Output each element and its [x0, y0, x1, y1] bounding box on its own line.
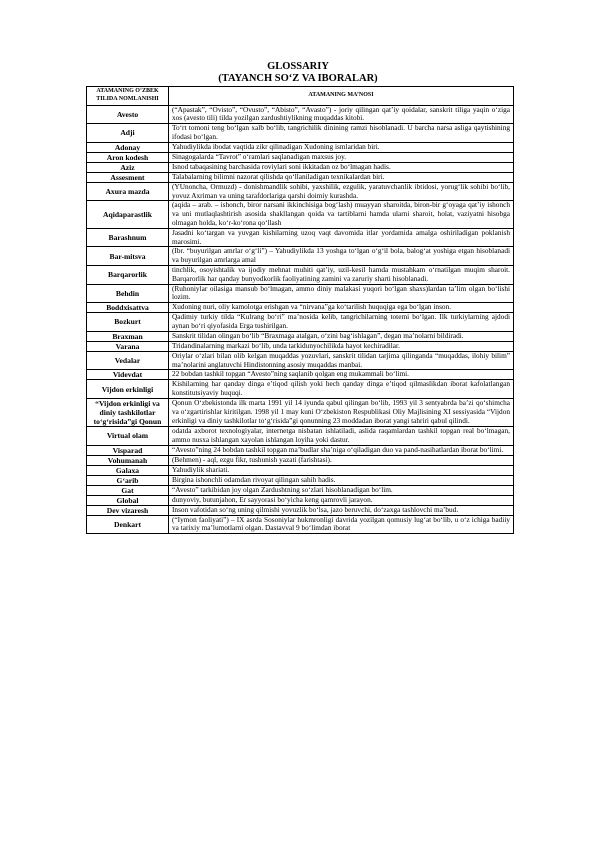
table-row [87, 341, 514, 351]
term-cell: Vohumanah [87, 455, 169, 465]
term-cell: Assesment [87, 172, 169, 182]
term-cell: Bozkurt [87, 313, 169, 332]
term-cell: Axura mazda [87, 182, 169, 201]
header-term: ATAMANING O‘ZBEK TILIDA NOMLANISHI [87, 87, 169, 106]
definition-cell: Birgina ishonchli odamdan rivoyat qilingan sahih hadis. [169, 475, 514, 485]
header-definition: ATAMANING MA’NOSI [169, 87, 514, 106]
definition-cell: (YUnoncha, Ormuzd) - donishmandlik sohibi, yaxshilik, ezgulik, yaratuvchanlik ibtidosi, yorug‘lik sohibi bo‘lib, yovuz Axriman va uning tarafdorlariga qarshi doimiy kurashda. [169, 182, 514, 201]
term-cell: Avesto [87, 105, 169, 124]
term-cell: Visparad [87, 445, 169, 455]
definition-cell: (“Iymon faoliyati”) – IX asrda Sosoniylar hukmronligi davrida yozilgan qomusiy lug‘at bo‘lib, u o‘z ichiga badiiy va tarixiy ma’lumotlarni olgan. Dastavval 9 bo‘limdan iborat [169, 515, 514, 534]
table-row [87, 105, 514, 124]
table-row [87, 152, 514, 162]
term-cell: “Vijdon erkinligi va diniy tashkilotlar to‘g‘risida”gi Qonun [87, 398, 169, 426]
definition-cell: Qadimiy turkiy tilda “Kulrang bo‘ri” ma’nosida kelib, tangrichilarning totemi bo‘lgan. Ilk turkiylarning ajdodi aynan bo‘ri qiyofasida Erga tushirilgan. [169, 313, 514, 332]
definition-cell: tinchlik, osoyishtalik va ijodiy mehnat muhiti qat’iy, uzil-kesil hamda mustahkam o‘rnatilgan muqim sharoit. Barqarorlik har qanday bunyodkorlik faoliyatining zamini va zaruriy sharti hisoblanadi. [169, 265, 514, 284]
table-row [87, 284, 514, 303]
table-row [87, 398, 514, 426]
table-row [87, 485, 514, 495]
term-cell: Adonay [87, 142, 169, 152]
term-cell: Aqidaparastlik [87, 201, 169, 228]
table-row [87, 201, 514, 228]
table-row [87, 505, 514, 515]
definition-cell: (aqida – arab. – ishonch, biror narsani ikkinchisiga bog‘lash) muayyan sharoitda, biron-bir g‘oyaga qat’iy ishonch va uni mutlaqlashtirish asosida shakllangan qoida va tartiblarni hamda ularni sharoit, holat, vaziyatni hisobga olmagan holda, ko‘r-ko‘rona qo‘llash [169, 201, 514, 228]
table-row [87, 303, 514, 313]
definition-cell: Kishilarning har qanday dinga e’tiqod qilish yoki hech qanday dinga e’tiqod qilmaslikdan iborat kafolatlangan konstitutsiyaviy huquqi. [169, 380, 514, 399]
table-row [87, 370, 514, 380]
table-row [87, 247, 514, 266]
term-cell: Denkart [87, 515, 169, 534]
definition-cell: Yahudiylikda ibodat vaqtida zikr qilinadigan Xudoning ismlaridan biri. [169, 142, 514, 152]
table-row [87, 182, 514, 201]
table-row [87, 445, 514, 455]
table-row [87, 313, 514, 332]
table-row [87, 124, 514, 143]
glossary-title: GLOSSARIY [267, 61, 329, 72]
glossary-subtitle: (TAYANCH SO‘Z VA IBORALAR) [218, 73, 378, 84]
definition-cell: (Behmen) - aql, ezgu fikr, tushunish yazati (farishtasi). [169, 455, 514, 465]
term-cell: Virtual olam [87, 426, 169, 445]
term-cell: Behdin [87, 284, 169, 303]
table-row [87, 380, 514, 399]
table-row [87, 331, 514, 341]
table-row [87, 495, 514, 505]
glossary-rows [87, 105, 514, 534]
table-row [87, 515, 514, 534]
table-row [87, 162, 514, 172]
definition-cell: Oriylar o‘zlari bilan olib kelgan muqaddas yozuvlari, sanskrit tilidan tarjima qilinganda “muqaddas, ilohiy bilim” ma’nolarini anglatuvchi Hindistonning asosiy muqaddas manbai. [169, 351, 514, 370]
term-cell: Vedalar [87, 351, 169, 370]
definition-cell: Sinagogalarda “Tavrot” o‘ramlari saqlanadigan maxsus joy. [169, 152, 514, 162]
definition-cell: Talabalarning bilimni nazorat qilishda qo‘llaniladigan texnikalardan biri. [169, 172, 514, 182]
term-cell: Adji [87, 124, 169, 143]
term-cell: Barqarorlik [87, 265, 169, 284]
term-cell: Gat [87, 485, 169, 495]
definition-cell: Sanskrit tilidan olingan bo‘lib “Braxmaga atalgan, o‘zini bag‘ishlagan”, degan ma’nolarni bildiradi. [169, 331, 514, 341]
term-cell: Braxman [87, 331, 169, 341]
definition-cell: 22 bobdan tashkil topgan “Avesto”ning saqlanib qolgan eng mukammali bo‘limi. [169, 370, 514, 380]
term-cell: Vijdon erkinligi [87, 380, 169, 399]
table-row [87, 351, 514, 370]
term-cell: Dev vizaresh [87, 505, 169, 515]
term-cell: Videvdat [87, 370, 169, 380]
definition-cell: (Ruhoniylar oilasiga mansub bo‘lmagan, ammo diniy malakasi yuqori bo‘lgan shaxs)lardan ta’lim olgan bo‘lishi lozim. [169, 284, 514, 303]
table-row [87, 426, 514, 445]
table-row [87, 475, 514, 485]
term-cell: Barashnum [87, 228, 169, 247]
table-row [87, 228, 514, 247]
term-cell: Boddxisattva [87, 303, 169, 313]
table-row [87, 465, 514, 475]
definition-cell: odatda axborot texnologiyalar, internetga nisbatan ishlatiladi, aslida raqamlardan tashkil topgan real bo‘lmagan, ammo nusxa ishlangan xayolan ishlangan loyiha yoki dastur. [169, 426, 514, 445]
table-row [87, 142, 514, 152]
term-cell: G‘arib [87, 475, 169, 485]
term-cell: Global [87, 495, 169, 505]
definition-cell: To‘rt tomoni teng bo‘lgan xalb bo‘lib, tangrichilik dinining ramzi hisoblanadi. U barcha narsa asliga qaytishining ifodasi bo‘lgan. [169, 124, 514, 143]
term-cell: Aron kodesh [87, 152, 169, 162]
definition-cell: Isnod tabaqasining barchasida roviylari soni ikkitadan oz bo‘lmagan hadis. [169, 162, 514, 172]
definition-cell: Yahudiylik shariati. [169, 465, 514, 475]
definition-cell: Inson vafotidan so‘ng uning qilmishi yovuzlik bo‘lsa, jazo beruvchi, do‘zaxga tashlovchi ma’bud. [169, 505, 514, 515]
term-cell: Bar-mitsva [87, 247, 169, 266]
term-cell: Galaxa [87, 465, 169, 475]
definition-cell: Tridandinalarning markazi bo‘lib, unda tarkidunyochilikda hayot kechiradilar. [169, 341, 514, 351]
term-cell: Aziz [87, 162, 169, 172]
definition-cell: Xudoning nuri, oliy kamolotga erishgan va “nirvana”ga ko‘tarilish huquqiga ega bo‘lgan inson. [169, 303, 514, 313]
glossary-table [86, 86, 514, 534]
table-row [87, 455, 514, 465]
definition-cell: dunyoviy, butunjahon, Er sayyorasi bo‘yicha keng qamrovli jarayon. [169, 495, 514, 505]
term-cell: Varana [87, 341, 169, 351]
definition-cell: “Avesto”ning 24 bobdan tashkil topgan ma’budlar sha’niga o‘qiladigan duo va pand-nasihatlardan iborat bo‘limi. [169, 445, 514, 455]
definition-cell: Qonun O‘zbekistonda ilk marta 1991 yil 14 iyunda qabul qilingan bo‘lib, 1993 yil 3 sentyabrda ba’zi qo‘shimcha va o‘zgartirishlar kiritilgan. 1998 yil 1 may kuni O‘zbekiston Respublikasi Oliy Majlisining XI sessiyasida “Vijdon erkinligi va diniy tashkilotlar to‘g‘risida”gi qonunning 23 moddadan iborat yangi tahriri qabul qilindi. [169, 398, 514, 426]
definition-cell: (Ibr. “buyurilgan amrlar o‘g‘li”) – Yahudiylikda 13 yoshga to‘lgan o‘g‘il bola, balog‘at yoshiga etgan hisoblanadi va buyurilgan amrlarga amal [169, 247, 514, 266]
definition-cell: (“Apastak”, “Ovisto”, “Ovusto”, “Abisto”, “Avasto”) - joriy qilingan qat’iy qoidalar, sanskrit tiliga yaqin o‘ziga xos (avesto tili) tilda yozilgan zardushtiylikning muqaddas kitobi. [169, 105, 514, 124]
table-row [87, 265, 514, 284]
definition-cell: Jasadni ko‘targan va yuvgan kishilarning uzoq vaqt davomida itlar yordamida amalga oshiriladigan poklanish marosimi. [169, 228, 514, 247]
definition-cell: “Avesto” tarkibidan joy olgan Zardushtning so‘zlari hisoblanadigan bo‘lim. [169, 485, 514, 495]
table-row [87, 172, 514, 182]
table-header-row [87, 87, 514, 106]
